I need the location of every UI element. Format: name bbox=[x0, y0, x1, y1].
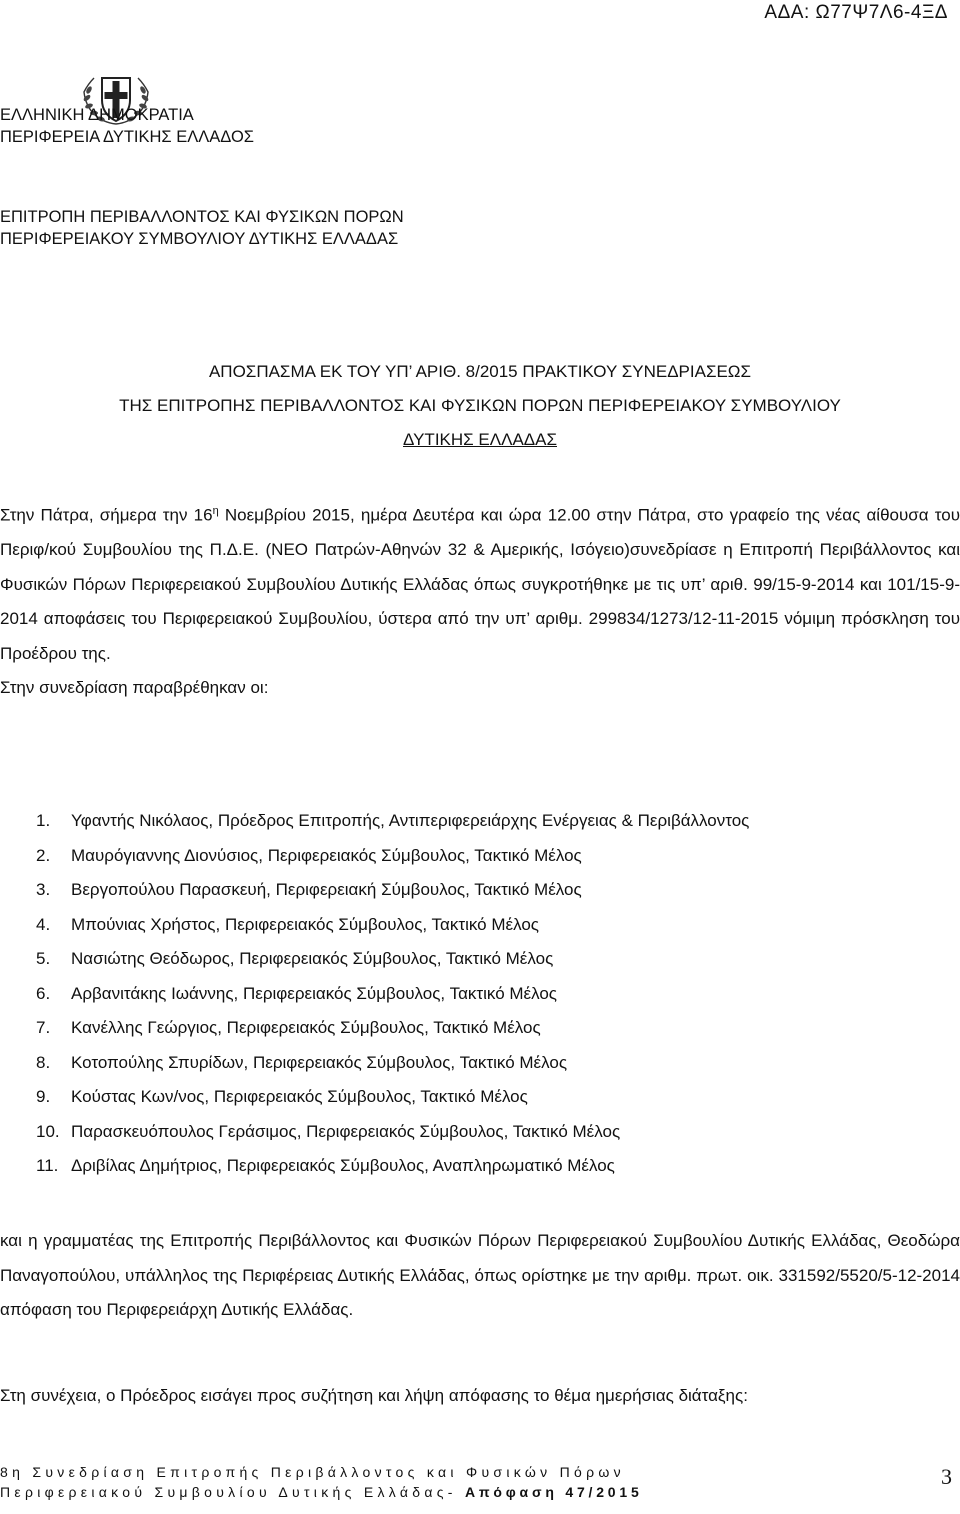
member-item bbox=[36, 908, 749, 943]
member-number: 8. bbox=[36, 1052, 51, 1072]
member-item bbox=[36, 1149, 749, 1184]
member-text: Υφαντής Νικόλαος, Πρόεδρος Επιτροπής, Αντιπεριφερειάρχης Ενέργειας & Περιβάλλοντος bbox=[71, 811, 750, 830]
member-text: Κοτοπούλης Σπυρίδων, Περιφερειακός Σύμβουλος, Τακτικό Μέλος bbox=[71, 1052, 568, 1072]
footer-line2-prefix: Περιφερειακού Συμβουλίου Δυτικής Ελλάδας- bbox=[0, 1484, 465, 1500]
footer-decision-number: Απόφαση 47/2015 bbox=[464, 1484, 643, 1500]
committee-header bbox=[0, 206, 404, 250]
member-number: 7. bbox=[36, 1018, 51, 1037]
member-item bbox=[36, 839, 749, 874]
intro-text-rest: Νοεμβρίου 2015, ημέρα Δευτέρα και ώρα 12.00 στην Πάτρα, στο γραφείο της νέας αίθουσα του Περιφ/κού Συμβουλίου της Π.Δ.Ε. (ΝΕΟ Πατρών-Αθηνών 32 & Αμερικής, Ισόγειο)συνεδρίασε η Επιτροπή Περιβάλλοντος και Φυσικών Πόρων Περιφερειακού Συμβουλίου Δυτικής Ελλάδας όπως συγκροτήθηκε με τις υπ’ αριθ. 99/15-9-2014 και 101/15-9-2014 αποφάσεις του Περιφερειακού Συμβουλίου, ύστερα από την υπ’ αριθμ. 299834/1273/12-11-2015 νόμιμη πρόσκληση του Προέδρου της. bbox=[0, 505, 960, 663]
intro-paragraph bbox=[0, 494, 960, 706]
ordinal-superscript: η bbox=[212, 505, 219, 517]
member-item bbox=[36, 1080, 749, 1115]
excerpt-title bbox=[0, 355, 960, 457]
committee-name-line2: ΠΕΡΙΦΕΡΕΙΑΚΟΥ ΣΥΜΒΟΥΛΙΟΥ ΔΥΤΙΚΗΣ ΕΛΛΑΔΑΣ bbox=[0, 230, 399, 248]
issuer-header bbox=[0, 104, 254, 148]
member-number: 1. bbox=[36, 811, 51, 830]
agenda-paragraph bbox=[0, 1379, 960, 1414]
secretary-text: και η γραμματέας της Επιτροπής Περιβάλλοντος και Φυσικών Πόρων Περιφερειακού Συμβουλίου Δυτικής Ελλάδας, Θεοδώρα Παναγοπούλου, υπάλληλος της Περιφέρειας Δυτικής Ελλάδας, όπως ορίστηκε με την αριθμ. πρωτ. οικ. 331592/5520/5-12-2014 απόφαση του Περιφερειάρχη Δυτικής Ελλάδας. bbox=[0, 1231, 960, 1319]
member-number: 3. bbox=[36, 880, 51, 899]
excerpt-title-line2: ΤΗΣ ΕΠΙΤΡΟΠΗΣ ΠΕΡΙΒΑΛΛΟΝΤΟΣ ΚΑΙ ΦΥΣΙΚΩΝ ΠΟΡΩΝ ΠΕΡΙΦΕΡΕΙΑΚΟΥ ΣΥΜΒΟΥΛΙΟΥ bbox=[119, 396, 841, 415]
intro-text bbox=[0, 494, 960, 671]
member-item bbox=[36, 873, 749, 908]
member-text: Μπούνιας Χρήστος, Περιφερειακός Σύμβουλος, Τακτικό Μέλος bbox=[71, 914, 539, 934]
member-text: Βεργοπούλου Παρασκευή, Περιφερειακή Σύμβουλος, Τακτικό Μέλος bbox=[71, 880, 582, 899]
member-text: Κούστας Κων/νος, Περιφερειακός Σύμβουλος, Τακτικό Μέλος bbox=[71, 1087, 528, 1106]
member-number: 6. bbox=[36, 983, 51, 1003]
member-text: Κανέλλης Γεώργιος, Περιφερειακός Σύμβουλος, Τακτικό Μέλος bbox=[71, 1018, 541, 1037]
excerpt-title-line1: ΑΠΟΣΠΑΣΜΑ ΕΚ ΤΟΥ ΥΠ’ ΑΡΙΘ. 8/2015 ΠΡΑΚΤΙΚΟΥ ΣΥΝΕΔΡΙΑΣΕΩΣ bbox=[208, 362, 752, 381]
footer-line2 bbox=[0, 1482, 960, 1502]
member-number: 2. bbox=[36, 845, 51, 865]
member-number: 10. bbox=[36, 1121, 60, 1141]
secretary-paragraph bbox=[0, 1224, 960, 1328]
member-item bbox=[36, 1011, 749, 1046]
intro-text-start: Στην Πάτρα, σήμερα την 16 bbox=[0, 505, 213, 525]
member-text: Νασιώτης Θεόδωρος, Περιφερειακός Σύμβουλος, Τακτικό Μέλος bbox=[71, 949, 554, 968]
footer-line1: 8η Συνεδρίαση Επιτροπής Περιβάλλοντος και Φυσικών Πόρων bbox=[0, 1464, 625, 1480]
agenda-intro-text: Στη συνέχεια, ο Πρόεδρος εισάγει προς συζήτηση και λήψη απόφασης το θέμα ημερήσιας διάταξης: bbox=[0, 1386, 748, 1405]
member-number: 4. bbox=[36, 914, 51, 934]
member-number: 5. bbox=[36, 949, 51, 968]
document-code: ΑΔΑ: Ω77Ψ7Λ6-4ΞΔ bbox=[764, 2, 948, 23]
member-item bbox=[36, 942, 749, 977]
excerpt-title-line3: ΔΥΤΙΚΗΣ ΕΛΛΑΔΑΣ bbox=[403, 430, 557, 449]
attendance-text: Στην συνεδρίαση παραβρέθηκαν οι: bbox=[0, 678, 269, 698]
member-text: Μαυρόγιαννης Διονύσιος, Περιφερειακός Σύμβουλος, Τακτικό Μέλος bbox=[71, 845, 582, 865]
member-text: Δριβίλας Δημήτριος, Περιφερειακός Σύμβουλος, Αναπληρωματικό Μέλος bbox=[71, 1156, 615, 1175]
member-text: Αρβανιτάκης Ιωάννης, Περιφερειακός Σύμβουλος, Τακτικό Μέλος bbox=[71, 983, 558, 1003]
member-item bbox=[36, 1115, 749, 1150]
member-text: Παρασκευόπουλος Γεράσιμος, Περιφερειακός Σύμβουλος, Τακτικό Μέλος bbox=[71, 1121, 621, 1141]
page-footer bbox=[0, 1462, 960, 1502]
region-name: ΠΕΡΙΦΕΡΕΙΑ ΔΥΤΙΚΗΣ ΕΛΛΑΔΟΣ bbox=[0, 128, 254, 146]
members-list bbox=[36, 804, 749, 1184]
member-item bbox=[36, 804, 749, 839]
republic-name: ΕΛΛΗΝΙΚΗ ΔΗΜΟΚΡΑΤΙΑ bbox=[0, 106, 194, 124]
member-item bbox=[36, 1046, 749, 1081]
member-number: 11. bbox=[36, 1156, 59, 1175]
committee-name-line1: ΕΠΙΤΡΟΠΗ ΠΕΡΙΒΑΛΛΟΝΤΟΣ ΚΑΙ ΦΥΣΙΚΩΝ ΠΟΡΩΝ bbox=[0, 208, 404, 226]
member-number: 9. bbox=[36, 1087, 51, 1106]
member-item bbox=[36, 977, 749, 1012]
page-number: 3 bbox=[941, 1464, 952, 1489]
